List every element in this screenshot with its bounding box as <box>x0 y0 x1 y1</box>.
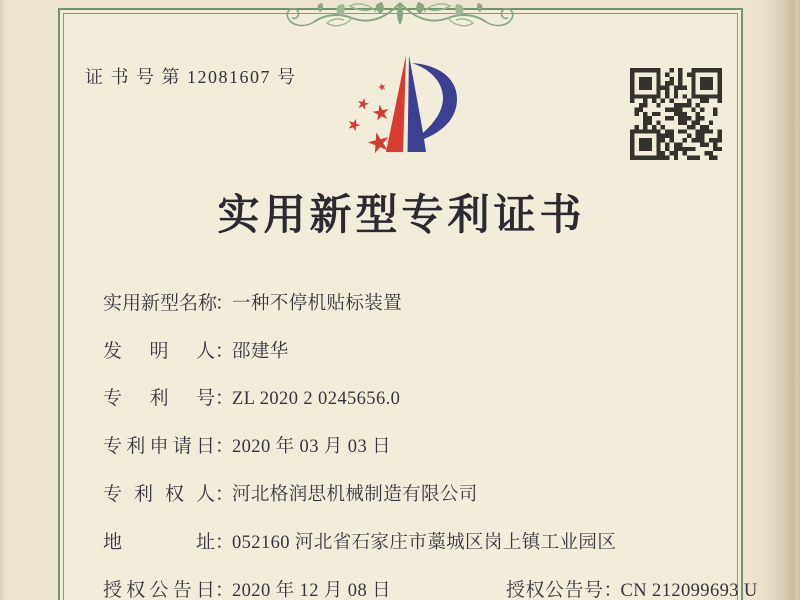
field-row-address <box>103 527 616 553</box>
page-right-edge <box>746 0 800 600</box>
field-label: 专利权人 <box>103 484 215 505</box>
field-label: 专利申请日 <box>103 436 215 457</box>
field-label: 地址 <box>103 532 215 553</box>
field-colon: ： <box>215 484 235 505</box>
grant-publication-group <box>506 575 758 600</box>
field-colon: ： <box>603 580 623 600</box>
certificate-title: 实用新型专利证书 <box>217 193 586 239</box>
field-colon: ： <box>215 436 235 457</box>
field-value: 河北格润思机械制造有限公司 <box>232 485 478 505</box>
field-colon: ： <box>215 341 235 362</box>
field-colon: ： <box>215 532 235 553</box>
certificate-number: 证 书 号 第 12081607 号 <box>85 67 297 87</box>
field-label: 发明人 <box>103 341 215 362</box>
field-row-patent-no <box>103 383 400 409</box>
field-colon: ： <box>215 580 235 600</box>
field-label: 授权公告号 <box>506 580 604 600</box>
field-row-filing-date <box>103 431 391 457</box>
field-row-patentee <box>103 479 478 505</box>
field-value: 邵建华 <box>232 342 289 362</box>
field-colon: ： <box>215 388 235 409</box>
field-label: 实用新型名称 <box>103 293 218 314</box>
field-value: CN 212099693 U <box>620 581 758 600</box>
flourish-ornament-icon <box>280 0 520 28</box>
field-row-name <box>103 288 402 314</box>
field-row-grant <box>103 575 758 600</box>
patent-office-logo-icon <box>344 52 462 164</box>
field-colon: ： <box>215 293 235 314</box>
qr-code <box>630 68 722 160</box>
field-row-inventor <box>103 336 289 362</box>
field-label: 专利号 <box>103 388 215 409</box>
field-value: 一种不停机贴标装置 <box>232 294 403 314</box>
field-value: ZL 2020 2 0245656.0 <box>232 389 401 409</box>
field-value: 2020 年 03 月 03 日 <box>232 437 392 457</box>
field-label: 授权公告日 <box>103 580 215 600</box>
page-left-edge <box>0 0 8 600</box>
field-value: 2020 年 12 月 08 日 <box>232 581 392 600</box>
field-value: 052160 河北省石家庄市藁城区岗上镇工业园区 <box>232 533 617 553</box>
